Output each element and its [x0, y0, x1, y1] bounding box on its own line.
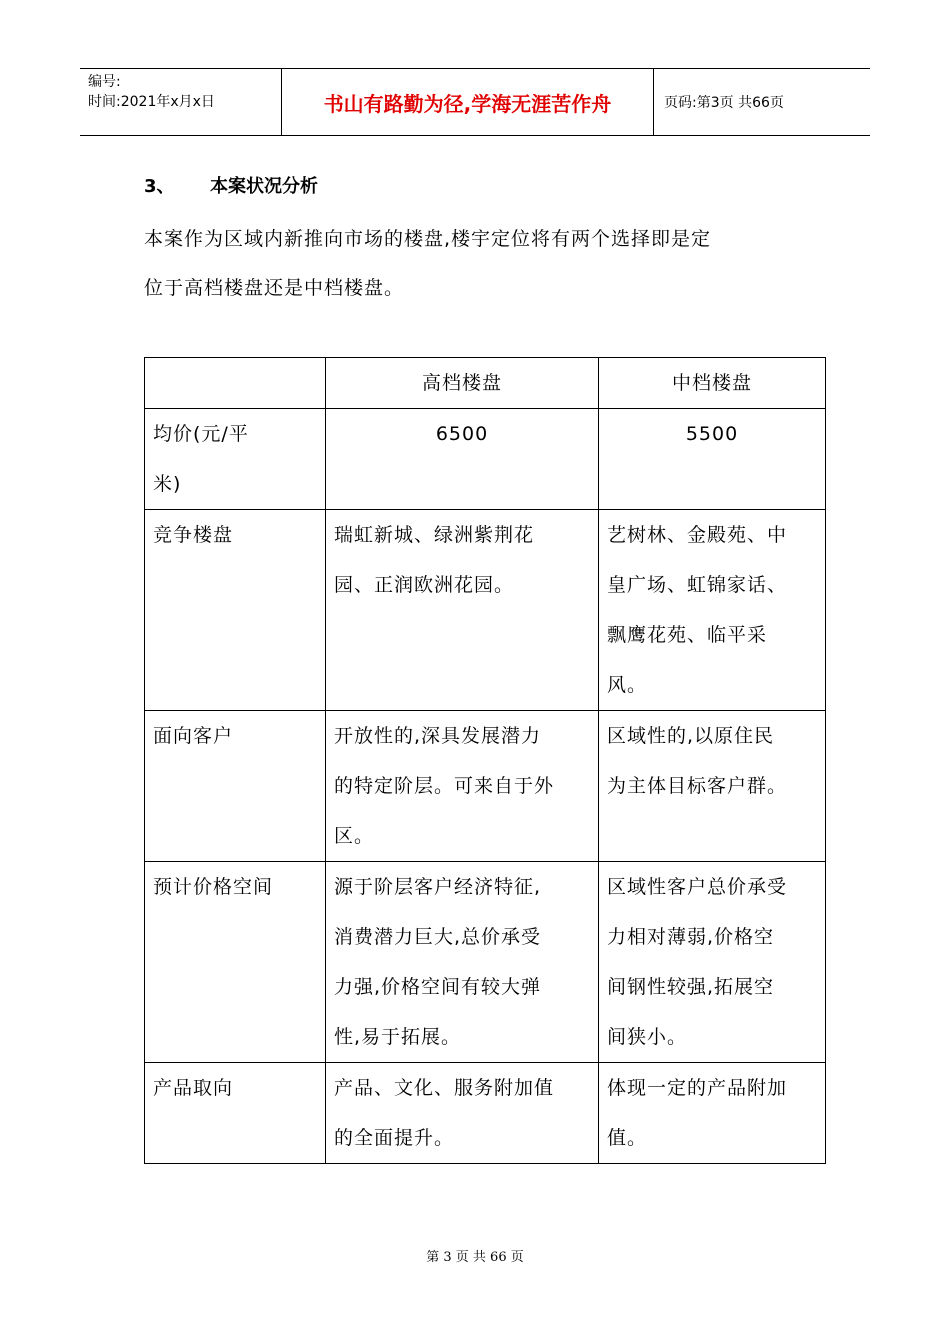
table-cell-label	[145, 862, 326, 1063]
cell-line: 开放性的,深具发展潜力	[334, 725, 542, 747]
cell-line: 体现一定的产品附加	[607, 1077, 788, 1099]
table-cell-mid	[599, 1063, 826, 1164]
doc-number-label: 编号:	[88, 74, 121, 90]
cell-line: 飘鹰花苑、临平采	[607, 624, 768, 646]
header-motto: 书山有路勤为径,学海无涯苦作舟	[282, 69, 654, 135]
cell-line: 力相对薄弱,价格空	[607, 926, 775, 948]
table-cell-high	[326, 711, 599, 862]
table-row	[145, 1063, 826, 1164]
section-number: 3、	[144, 176, 175, 197]
table-row	[145, 862, 826, 1063]
cell-line: 面向客户	[153, 725, 234, 747]
header-cell-high: 高档楼盘	[326, 358, 599, 409]
cell-line: 艺树林、金殿苑、中	[607, 524, 788, 546]
cell-line: 5500	[685, 423, 739, 445]
cell-line: 风。	[607, 674, 648, 696]
intro-line: 本案作为区域内新推向市场的楼盘,楼宇定位将有两个选择即是定	[144, 228, 712, 250]
cell-line: 的全面提升。	[334, 1127, 455, 1149]
header-page-info: 页码:第3页 共66页	[664, 95, 784, 111]
intro-line: 位于高档楼盘还是中档楼盘。	[144, 277, 405, 299]
table-cell-high	[326, 409, 599, 510]
header-meta	[80, 69, 282, 135]
table-cell-label	[145, 510, 326, 711]
cell-line: 间钢性较强,拓展空	[607, 976, 775, 998]
table-cell-mid	[599, 510, 826, 711]
cell-line: 区。	[334, 825, 375, 847]
table-cell-high	[326, 1063, 599, 1164]
cell-line: 力强,价格空间有较大弹	[334, 976, 542, 998]
cell-line: 源于阶层客户经济特征,	[334, 876, 542, 898]
table-cell-mid	[599, 862, 826, 1063]
table-cell-label	[145, 409, 326, 510]
cell-line: 6500	[435, 423, 489, 445]
table-cell-high	[326, 510, 599, 711]
intro-paragraph	[144, 215, 814, 313]
table-cell-mid	[599, 711, 826, 862]
header-cell-empty	[145, 358, 326, 409]
cell-line: 值。	[607, 1127, 648, 1149]
cell-line: 产品、文化、服务附加值	[334, 1077, 555, 1099]
cell-line: 瑞虹新城、绿洲紫荆花	[334, 524, 535, 546]
table-row	[145, 409, 826, 510]
cell-line: 消费潜力巨大,总价承受	[334, 926, 542, 948]
cell-line: 米)	[153, 473, 182, 495]
comparison-table	[144, 357, 826, 1164]
table-cell-label	[145, 1063, 326, 1164]
table-cell-high	[326, 862, 599, 1063]
cell-line: 皇广场、虹锦家话、	[607, 574, 788, 596]
header-cell-mid: 中档楼盘	[599, 358, 826, 409]
section-title: 本案状况分析	[210, 176, 318, 197]
table-header-row	[145, 358, 826, 409]
page-footer: 第 3 页 共 66 页	[426, 1250, 524, 1265]
cell-line: 竞争楼盘	[153, 524, 234, 546]
table-row	[145, 510, 826, 711]
doc-time: 时间:2021年x月x日	[88, 94, 215, 110]
table-cell-label	[145, 711, 326, 862]
page-header	[80, 68, 870, 136]
cell-line: 区域性客户总价承受	[607, 876, 788, 898]
section-heading	[144, 172, 318, 198]
cell-line: 为主体目标客户群。	[607, 775, 788, 797]
table-row	[145, 711, 826, 862]
cell-line: 预计价格空间	[153, 876, 274, 898]
cell-line: 性,易于拓展。	[334, 1026, 462, 1048]
cell-line: 园、正润欧洲花园。	[334, 574, 515, 596]
cell-line: 间狭小。	[607, 1026, 688, 1048]
cell-line: 的特定阶层。可来自于外	[334, 775, 555, 797]
cell-line: 区域性的,以原住民	[607, 725, 775, 747]
table-cell-mid	[599, 409, 826, 510]
cell-line: 均价(元/平	[153, 423, 249, 445]
cell-line: 产品取向	[153, 1077, 234, 1099]
